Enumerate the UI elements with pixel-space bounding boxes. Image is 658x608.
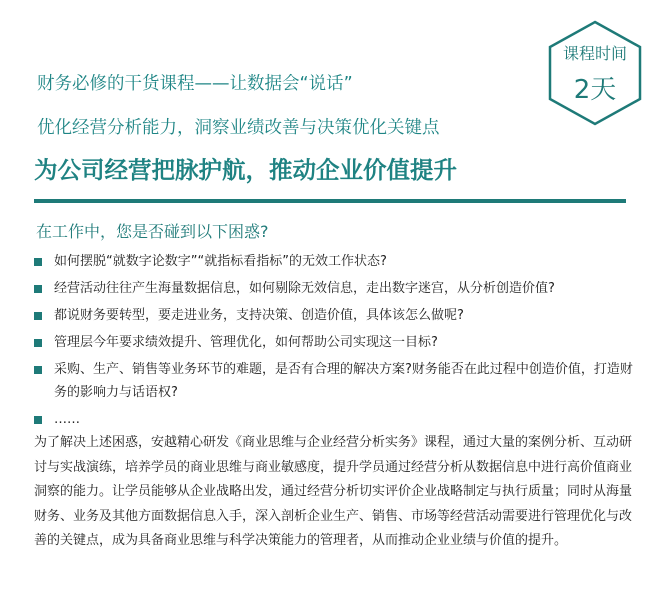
subtitle-2: 优化经营分析能力，洞察业绩改善与决策优化关键点 <box>37 118 440 138</box>
badge-label: 课程时间 <box>562 44 627 63</box>
list-item <box>34 358 634 404</box>
bullet-square-icon <box>34 258 42 266</box>
bullet-square-icon <box>34 312 42 320</box>
list-item <box>34 331 634 354</box>
subtitle-1: 财务必修的干货课程——让数据会“说话” <box>37 74 353 94</box>
bullet-square-icon <box>34 285 42 293</box>
badge-value: 2天 <box>573 75 617 105</box>
bullet-square-icon <box>34 366 42 374</box>
divider <box>34 199 626 203</box>
list-item <box>34 277 634 300</box>
list-item-text: 采购、生产、销售等业务环节的难题，是否有合理的解决方案?财务能否在此过程中创造价值，打造财务的影响力与话语权? <box>54 362 633 400</box>
list-item <box>34 250 634 273</box>
course-duration-badge <box>547 20 643 126</box>
list-item-text: …… <box>54 412 80 427</box>
bullet-square-icon <box>34 339 42 347</box>
list-item-text: 经营活动往往产生海量数据信息，如何剔除无效信息，走出数字迷宫，从分析创造价值? <box>54 281 555 296</box>
page-title: 为公司经营把脉护航，推动企业价值提升 <box>34 156 457 184</box>
list-item-text: 都说财务要转型，要走进业务，支持决策、创造价值，具体该怎么做呢? <box>54 308 464 323</box>
list-item-text: 管理层今年要求绩效提升、管理优化，如何帮助公司实现这一目标? <box>54 335 438 350</box>
description-paragraph: 为了解决上述困惑，安越精心研发《商业思维与企业经营分析实务》课程，通过大量的案例分析、互动研讨与实战演练，培养学员的商业思维与商业敏感度，提升学员通过经营分析从数据信息中进行高价值商业洞察的能力。让学员能够从企业战略出发，通过经营分析切实评价企业战略制定与执行质量；同时从海量财务、业务及其他方面数据信息入手，深入剖析企业生产、销售、市场等经营活动需要进行管理优化与改善的关键点，成为具备商业思维与科学决策能力的管理者，从而推动企业业绩与价值的提升。 <box>34 435 633 548</box>
bullet-square-icon <box>34 416 42 424</box>
list-item-text: 如何摆脱“就数字论数字”“就指标看指标”的无效工作状态? <box>54 254 387 269</box>
section-question: 在工作中，您是否碰到以下困惑? <box>36 222 269 241</box>
bullet-list <box>34 250 634 435</box>
list-item <box>34 408 634 431</box>
list-item <box>34 304 634 327</box>
